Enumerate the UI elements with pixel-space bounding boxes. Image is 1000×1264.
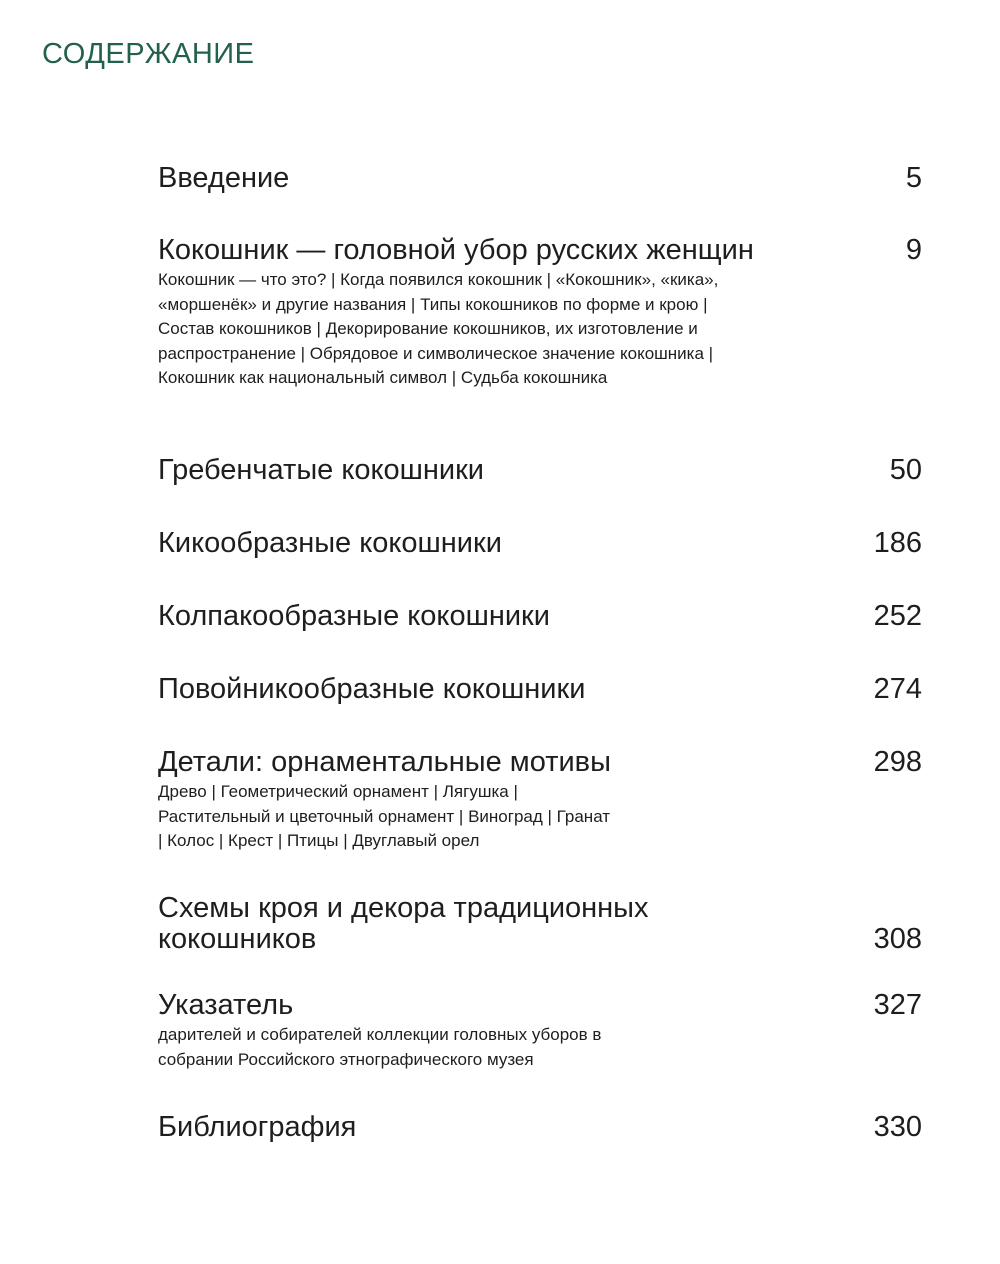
toc-entry-page: 308 (873, 923, 922, 955)
toc-entry-page: 330 (873, 1111, 922, 1143)
toc-entry-kokoshnik[interactable] (158, 235, 922, 391)
toc-entry-kikoobraznye[interactable] (158, 528, 922, 559)
toc-entry-title: Колпакообразные кокошники (158, 600, 550, 632)
toc-entry-page: 186 (873, 527, 922, 559)
toc-entry-subtopics: Древо | Геометрический орнамент | Лягушка | Растительный и цветочный орнамент | Виноград | Гранат | Колос | Крест | Птицы | Двуглавый орел (158, 782, 611, 851)
toc-entry-kolpakoobraznye[interactable] (158, 601, 922, 632)
toc-entry-title: Гребенчатые кокошники (158, 454, 484, 486)
page-title: СОДЕРЖАНИЕ (42, 38, 255, 70)
toc-entry-introduction[interactable] (158, 163, 922, 194)
toc-entry-subtopics: дарителей и собирателей коллекции головных уборов в собрании Российского этнографического музея (158, 1025, 602, 1069)
toc-entry-povoinikoobraznye[interactable] (158, 674, 922, 705)
toc-entry-title: Детали: орнаментальные мотивы (158, 746, 611, 778)
toc-entry-subtopics: Кокошник — что это? | Когда появился кокошник | «Кокошник», «кика», «моршенёк» и другие названия | Типы кокошников по форме и крою | Состав кокошников | Декорирование кокошников, их изготовление и распространение | Обрядовое и символическое значение кокошника | Кокошник как национальный символ | Судьба кокошника (158, 270, 719, 388)
toc-entry-title: Библиография (158, 1111, 357, 1143)
toc-entry-page: 327 (873, 989, 922, 1021)
toc-entry-page: 5 (905, 162, 922, 194)
toc-entry-title: Указатель (158, 989, 294, 1021)
toc-entry-page: 252 (873, 600, 922, 632)
toc-entry-index[interactable] (158, 990, 922, 1072)
toc-entry-title: Введение (158, 162, 290, 194)
toc-entry-title: Схемы кроя и декора традиционных кокошников (158, 892, 649, 955)
toc-entry-page: 298 (873, 746, 922, 778)
toc-entry-page: 9 (905, 234, 922, 266)
toc-entry-page: 274 (873, 673, 922, 705)
toc-entry-title: Повойникообразные кокошники (158, 673, 586, 705)
toc-entry-title: Кокошник — головной убор русских женщин (158, 234, 754, 266)
toc-entry-bibliography[interactable] (158, 1112, 922, 1143)
toc-entry-title: Кикообразные кокошники (158, 527, 502, 559)
toc-entry-page: 50 (889, 454, 922, 486)
toc-entry-grebenchatye[interactable] (158, 455, 922, 486)
toc-entry-details-ornament[interactable] (158, 747, 922, 854)
toc-entry-cutting-schemes[interactable] (158, 893, 922, 955)
